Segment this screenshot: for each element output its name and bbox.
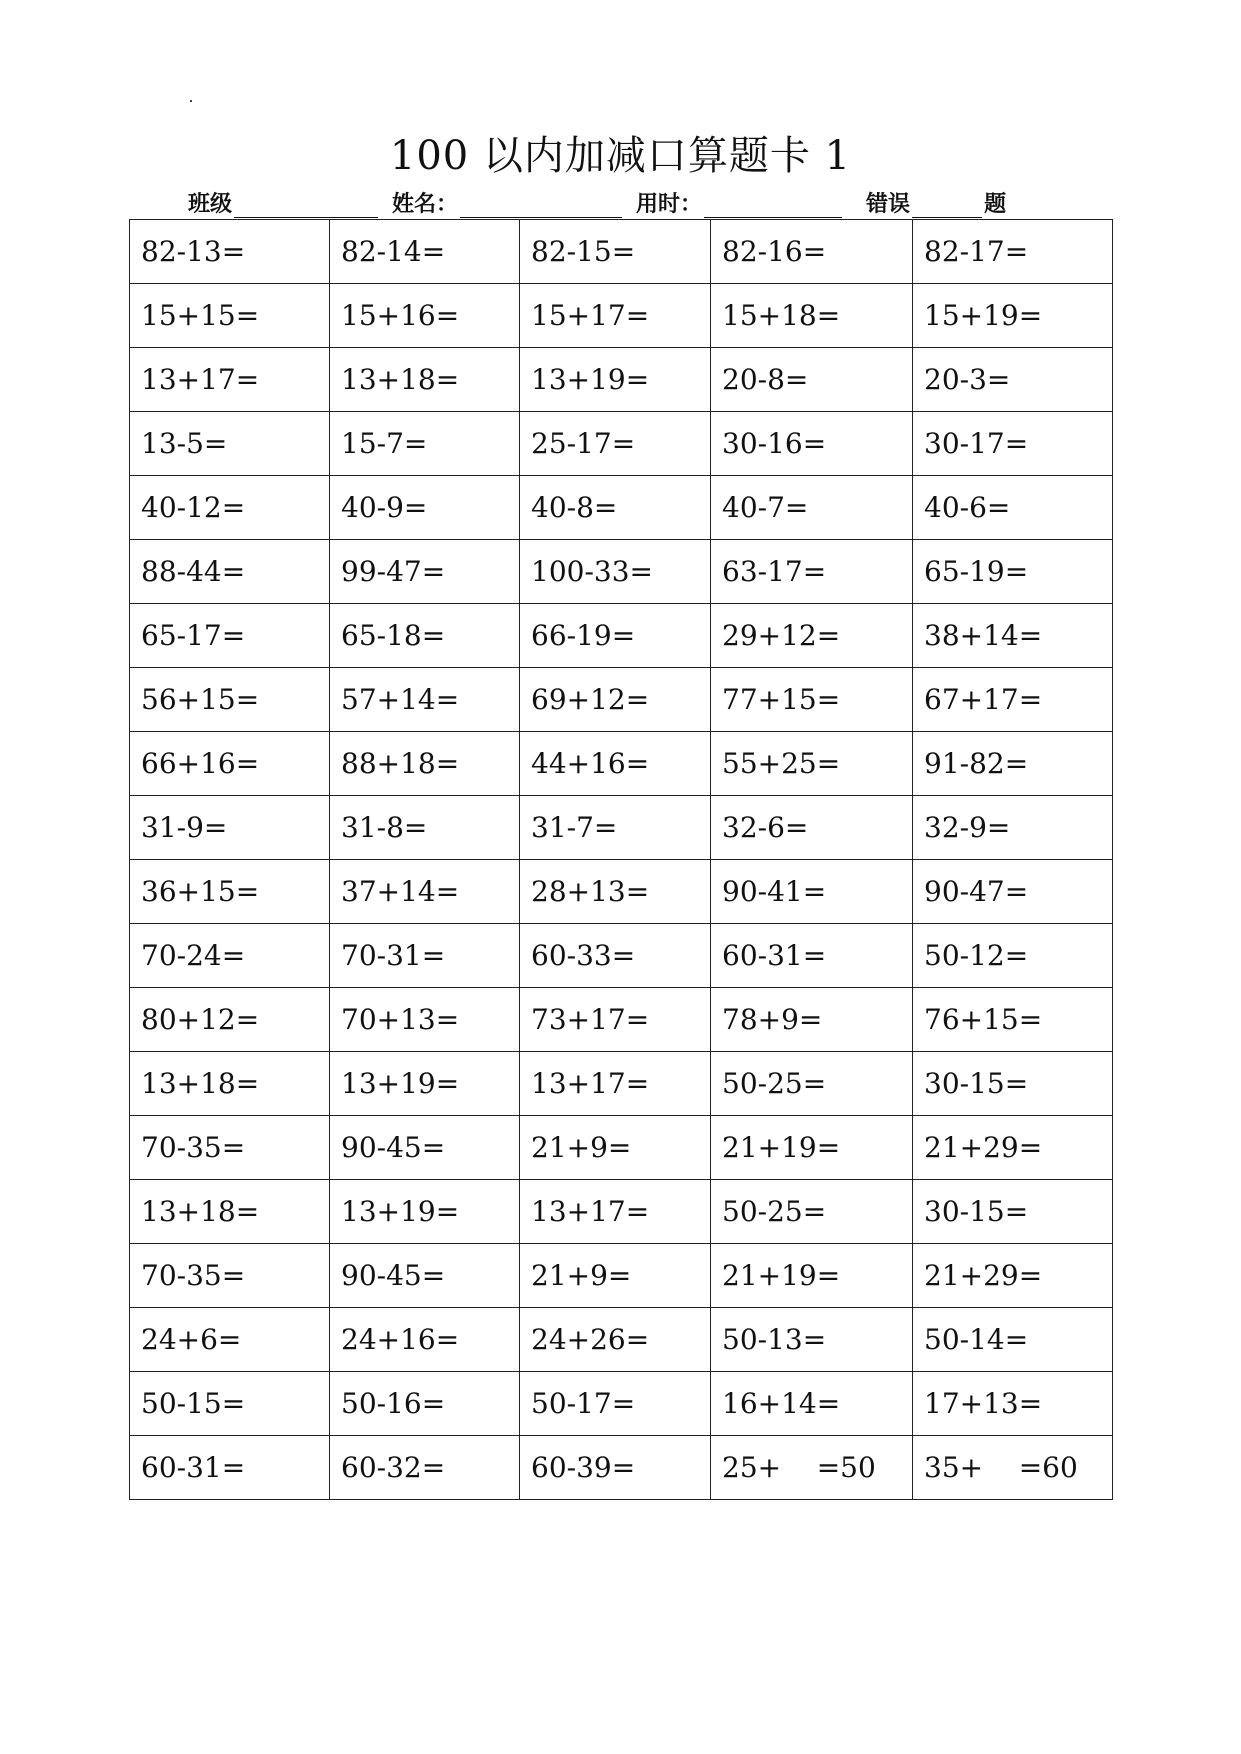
problem-cell[interactable]: 20-3= — [913, 348, 1113, 412]
problem-cell[interactable]: 82-13= — [130, 220, 330, 284]
problem-row — [130, 924, 1113, 988]
problem-cell[interactable]: 60-33= — [520, 924, 711, 988]
time-field — [636, 187, 844, 218]
problem-cell[interactable]: 13+17= — [130, 348, 330, 412]
name-label: 姓名： — [392, 192, 459, 217]
problem-cell[interactable]: 15+17= — [520, 284, 711, 348]
problem-cell[interactable]: 40-8= — [520, 476, 711, 540]
problem-cell[interactable]: 70-35= — [130, 1116, 330, 1180]
problem-cell[interactable]: 73+17= — [520, 988, 711, 1052]
problem-row — [130, 1308, 1113, 1372]
problem-cell[interactable]: 13+17= — [520, 1052, 711, 1116]
problem-row — [130, 1116, 1113, 1180]
problem-cell[interactable]: 67+17= — [913, 668, 1113, 732]
problem-cell[interactable]: 90-47= — [913, 860, 1113, 924]
problem-cell[interactable]: 77+15= — [711, 668, 913, 732]
header-info — [188, 186, 1006, 218]
problem-cell[interactable]: 13+19= — [330, 1052, 520, 1116]
problem-cell[interactable]: 30-16= — [711, 412, 913, 476]
problem-cell[interactable]: 24+26= — [520, 1308, 711, 1372]
problem-row — [130, 412, 1113, 476]
problem-row — [130, 1436, 1113, 1500]
problem-cell[interactable]: 70+13= — [330, 988, 520, 1052]
problem-cell[interactable]: 82-16= — [711, 220, 913, 284]
problem-cell[interactable]: 15+19= — [913, 284, 1113, 348]
problem-cell[interactable]: 99-47= — [330, 540, 520, 604]
problem-cell[interactable]: 90-45= — [330, 1244, 520, 1308]
problem-cell[interactable]: 16+14= — [711, 1372, 913, 1436]
problem-cell[interactable]: 21+29= — [913, 1244, 1113, 1308]
problem-cell[interactable]: 21+19= — [711, 1116, 913, 1180]
problem-cell[interactable]: 40-6= — [913, 476, 1113, 540]
problem-cell[interactable]: 13+18= — [130, 1180, 330, 1244]
problem-row — [130, 1052, 1113, 1116]
problem-cell[interactable]: 13+19= — [330, 1180, 520, 1244]
problem-row — [130, 476, 1113, 540]
errors-label: 错误 — [866, 192, 911, 217]
problem-cell[interactable]: 29+12= — [711, 604, 913, 668]
problem-cell[interactable]: 36+15= — [130, 860, 330, 924]
problem-cell[interactable]: 60-31= — [130, 1436, 330, 1500]
problem-row — [130, 860, 1113, 924]
problem-cell[interactable]: 76+15= — [913, 988, 1113, 1052]
problem-cell[interactable]: 70-35= — [130, 1244, 330, 1308]
problem-cell[interactable]: 82-17= — [913, 220, 1113, 284]
name-field — [392, 187, 624, 218]
problem-cell[interactable]: 50-25= — [711, 1052, 913, 1116]
problem-row — [130, 220, 1113, 284]
problem-cell[interactable]: 55+25= — [711, 732, 913, 796]
problem-cell[interactable]: 56+15= — [130, 668, 330, 732]
problem-cell[interactable]: 13+18= — [130, 1052, 330, 1116]
problem-cell[interactable]: 25+ =50 — [711, 1436, 913, 1500]
problem-row — [130, 1180, 1113, 1244]
problem-cell[interactable]: 78+9= — [711, 988, 913, 1052]
problem-cell[interactable]: 15-7= — [330, 412, 520, 476]
problem-cell[interactable]: 35+ =60 — [913, 1436, 1113, 1500]
problem-cell[interactable]: 13+19= — [520, 348, 711, 412]
problem-grid-body — [130, 220, 1113, 1500]
problem-cell[interactable]: 82-15= — [520, 220, 711, 284]
problem-row — [130, 668, 1113, 732]
problem-cell[interactable]: 63-17= — [711, 540, 913, 604]
problem-cell[interactable]: 13+18= — [330, 348, 520, 412]
problem-cell[interactable]: 24+6= — [130, 1308, 330, 1372]
problem-row — [130, 732, 1113, 796]
problem-cell[interactable]: 32-6= — [711, 796, 913, 860]
errors-suffix: 题 — [984, 192, 1007, 217]
stray-dot — [190, 100, 192, 102]
problem-cell[interactable]: 21+9= — [520, 1244, 711, 1308]
problem-cell[interactable]: 28+13= — [520, 860, 711, 924]
problem-cell[interactable]: 31-7= — [520, 796, 711, 860]
problem-cell[interactable]: 50-25= — [711, 1180, 913, 1244]
problem-cell[interactable]: 50-16= — [330, 1372, 520, 1436]
class-label: 班级 — [188, 192, 233, 217]
problem-cell[interactable]: 38+14= — [913, 604, 1113, 668]
problem-cell[interactable]: 65-19= — [913, 540, 1113, 604]
problem-cell[interactable]: 91-82= — [913, 732, 1113, 796]
time-blank[interactable] — [704, 193, 842, 218]
problem-cell[interactable]: 50-12= — [913, 924, 1113, 988]
problem-row — [130, 1244, 1113, 1308]
errors-blank[interactable] — [912, 193, 982, 218]
problem-cell[interactable]: 20-8= — [711, 348, 913, 412]
problem-cell[interactable]: 15+15= — [130, 284, 330, 348]
problem-cell[interactable]: 90-41= — [711, 860, 913, 924]
problem-cell[interactable]: 50-14= — [913, 1308, 1113, 1372]
problem-cell[interactable]: 65-17= — [130, 604, 330, 668]
errors-field — [866, 187, 1006, 218]
problem-cell[interactable]: 21+9= — [520, 1116, 711, 1180]
problem-cell[interactable]: 80+12= — [130, 988, 330, 1052]
problem-cell[interactable]: 60-31= — [711, 924, 913, 988]
problem-cell[interactable]: 70-31= — [330, 924, 520, 988]
problem-cell[interactable]: 44+16= — [520, 732, 711, 796]
problem-cell[interactable]: 69+12= — [520, 668, 711, 732]
problem-row — [130, 1372, 1113, 1436]
problem-cell[interactable]: 30-15= — [913, 1180, 1113, 1244]
problem-cell[interactable]: 31-8= — [330, 796, 520, 860]
problem-cell[interactable]: 30-17= — [913, 412, 1113, 476]
problem-cell[interactable]: 60-32= — [330, 1436, 520, 1500]
problem-cell[interactable]: 32-9= — [913, 796, 1113, 860]
problem-cell[interactable]: 15+18= — [711, 284, 913, 348]
class-blank[interactable] — [234, 193, 378, 218]
problem-cell[interactable]: 13+17= — [520, 1180, 711, 1244]
problem-cell[interactable]: 21+29= — [913, 1116, 1113, 1180]
problem-cell[interactable]: 21+19= — [711, 1244, 913, 1308]
problem-cell[interactable]: 57+14= — [330, 668, 520, 732]
problem-row — [130, 348, 1113, 412]
problem-cell[interactable]: 90-45= — [330, 1116, 520, 1180]
problem-row — [130, 796, 1113, 860]
problem-cell[interactable]: 40-7= — [711, 476, 913, 540]
problem-cell[interactable]: 40-12= — [130, 476, 330, 540]
problem-cell[interactable]: 30-15= — [913, 1052, 1113, 1116]
problem-row — [130, 284, 1113, 348]
problem-cell[interactable]: 65-18= — [330, 604, 520, 668]
problem-cell[interactable]: 88+18= — [330, 732, 520, 796]
problem-cell[interactable]: 13-5= — [130, 412, 330, 476]
problem-cell[interactable]: 40-9= — [330, 476, 520, 540]
problem-row — [130, 988, 1113, 1052]
problem-row — [130, 604, 1113, 668]
problem-cell[interactable]: 31-9= — [130, 796, 330, 860]
problem-cell[interactable]: 37+14= — [330, 860, 520, 924]
problem-cell[interactable]: 50-17= — [520, 1372, 711, 1436]
problem-grid — [129, 219, 1113, 1500]
class-field — [188, 187, 380, 218]
problem-cell[interactable]: 17+13= — [913, 1372, 1113, 1436]
problem-cell[interactable]: 100-33= — [520, 540, 711, 604]
name-blank[interactable] — [460, 193, 622, 218]
problem-cell[interactable]: 25-17= — [520, 412, 711, 476]
problem-row — [130, 540, 1113, 604]
problem-cell[interactable]: 50-13= — [711, 1308, 913, 1372]
problem-cell[interactable]: 82-14= — [330, 220, 520, 284]
problem-cell[interactable]: 70-24= — [130, 924, 330, 988]
problem-cell[interactable]: 66+16= — [130, 732, 330, 796]
page-title: 100 以内加减口算题卡 1 — [389, 133, 852, 179]
problem-cell[interactable]: 50-15= — [130, 1372, 330, 1436]
problem-cell[interactable]: 66-19= — [520, 604, 711, 668]
time-label: 用时： — [636, 192, 703, 217]
problem-cell[interactable]: 24+16= — [330, 1308, 520, 1372]
problem-cell[interactable]: 15+16= — [330, 284, 520, 348]
problem-cell[interactable]: 88-44= — [130, 540, 330, 604]
problem-cell[interactable]: 60-39= — [520, 1436, 711, 1500]
